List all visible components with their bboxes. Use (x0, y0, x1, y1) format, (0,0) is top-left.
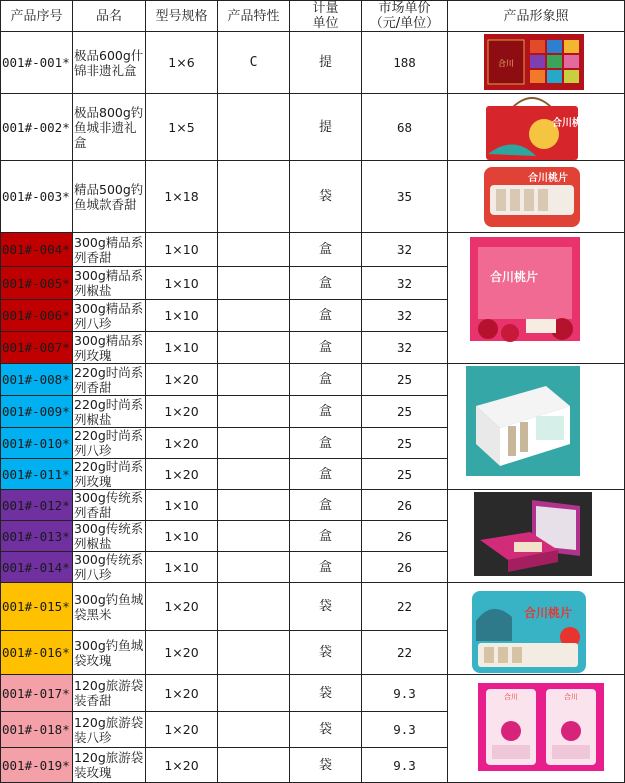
product-id: 001#-004* (1, 233, 73, 267)
product-spec: 1×10 (146, 300, 218, 332)
travel-bag-logo-left: 合川 (504, 693, 518, 701)
product-unit: 袋 (290, 583, 362, 631)
rose-box-title: 合川桃片 (490, 270, 539, 284)
product-spec: 1×5 (146, 94, 218, 161)
product-price: 32 (362, 332, 448, 364)
product-id: 001#-010* (1, 428, 73, 459)
product-id: 001#-012* (1, 490, 73, 521)
fashion-box-photo (466, 366, 580, 476)
product-feature (218, 300, 290, 332)
product-unit: 提 (290, 94, 362, 161)
product-price: 9.3 (362, 748, 448, 783)
product-spec: 1×10 (146, 267, 218, 300)
product-name: 300g传统系列八珍 (73, 552, 146, 583)
product-spec: 1×20 (146, 459, 218, 490)
product-unit: 盒 (290, 490, 362, 521)
product-price: 26 (362, 521, 448, 552)
product-feature (218, 233, 290, 267)
product-name: 220g时尚系列八珍 (73, 428, 146, 459)
product-unit: 提 (290, 32, 362, 94)
table-row[interactable] (1, 490, 625, 521)
table-row[interactable] (1, 233, 625, 267)
product-id: 001#-015* (1, 583, 73, 631)
header-unit: 计量 单位 (290, 1, 362, 32)
product-unit: 盒 (290, 552, 362, 583)
product-photo-cell (448, 161, 625, 233)
product-id: 001#-019* (1, 748, 73, 783)
product-name: 300g传统系列椒盐 (73, 521, 146, 552)
product-spec: 1×20 (146, 428, 218, 459)
product-feature (218, 459, 290, 490)
product-unit: 袋 (290, 675, 362, 712)
product-unit: 袋 (290, 161, 362, 233)
product-name: 300g传统系列香甜 (73, 490, 146, 521)
product-photo-cell (448, 233, 625, 364)
product-price: 22 (362, 583, 448, 631)
product-id: 001#-001* (1, 32, 73, 94)
header-name: 品名 (73, 1, 146, 32)
product-spec: 1×10 (146, 552, 218, 583)
product-name: 极品800g钓鱼城非遗礼盒 (73, 94, 146, 161)
product-spec: 1×18 (146, 161, 218, 233)
product-unit: 盒 (290, 332, 362, 364)
product-unit: 袋 (290, 712, 362, 748)
product-feature (218, 94, 290, 161)
product-id: 001#-007* (1, 332, 73, 364)
product-feature: C (218, 32, 290, 94)
product-unit: 盒 (290, 267, 362, 300)
product-id: 001#-017* (1, 675, 73, 712)
product-unit: 袋 (290, 631, 362, 675)
gift-bag-title: 合川桃片 (552, 118, 592, 129)
product-feature (218, 364, 290, 396)
product-spec: 1×20 (146, 631, 218, 675)
product-unit: 盒 (290, 364, 362, 396)
product-name: 300g精品系列玫瑰 (73, 332, 146, 364)
product-spec: 1×6 (146, 32, 218, 94)
header-spec: 型号规格 (146, 1, 218, 32)
header-photo: 产品形象照 (448, 1, 625, 32)
product-name: 300g钓鱼城袋黑米 (73, 583, 146, 631)
product-spec: 1×20 (146, 396, 218, 428)
product-id: 001#-005* (1, 267, 73, 300)
product-spec: 1×20 (146, 675, 218, 712)
product-name: 220g时尚系列玫瑰 (73, 459, 146, 490)
product-price: 188 (362, 32, 448, 94)
header-feature: 产品特性 (218, 1, 290, 32)
product-name: 极品600g什锦非遗礼盒 (73, 32, 146, 94)
product-price: 25 (362, 428, 448, 459)
product-spec: 1×10 (146, 233, 218, 267)
product-unit: 盒 (290, 459, 362, 490)
product-feature (218, 583, 290, 631)
product-feature (218, 675, 290, 712)
rose-box-photo (470, 237, 580, 341)
product-photo-cell (448, 32, 625, 94)
table-row[interactable] (1, 364, 625, 396)
product-photo-cell (448, 675, 625, 783)
product-feature (218, 748, 290, 783)
product-name: 300g精品系列椒盐 (73, 267, 146, 300)
product-price: 25 (362, 396, 448, 428)
product-photo-cell (448, 583, 625, 675)
product-spec: 1×20 (146, 712, 218, 748)
product-name: 精品500g钓鱼城款香甜 (73, 161, 146, 233)
product-price: 22 (362, 631, 448, 675)
table-row[interactable] (1, 32, 625, 94)
product-price: 25 (362, 459, 448, 490)
product-photo-cell (448, 364, 625, 490)
product-price: 68 (362, 94, 448, 161)
product-unit: 盒 (290, 521, 362, 552)
product-spec: 1×10 (146, 490, 218, 521)
product-unit: 盒 (290, 428, 362, 459)
product-feature (218, 552, 290, 583)
travel-bag-photo (478, 683, 604, 771)
product-feature (218, 396, 290, 428)
product-unit: 盒 (290, 300, 362, 332)
product-spec: 1×20 (146, 583, 218, 631)
product-id: 001#-018* (1, 712, 73, 748)
product-feature (218, 267, 290, 300)
product-photo-cell (448, 94, 625, 161)
header-price: 市场单价 （元/单位） (362, 1, 448, 32)
product-name: 120g旅游袋装香甜 (73, 675, 146, 712)
product-id: 001#-011* (1, 459, 73, 490)
product-id: 001#-009* (1, 396, 73, 428)
gift-bag-photo (484, 94, 592, 162)
product-price: 26 (362, 552, 448, 583)
product-price: 9.3 (362, 675, 448, 712)
product-id: 001#-014* (1, 552, 73, 583)
product-feature (218, 490, 290, 521)
product-feature (218, 332, 290, 364)
product-name: 120g旅游袋装玫瑰 (73, 748, 146, 783)
fishing-city-bag-title: 合川桃片 (524, 606, 573, 620)
product-price: 32 (362, 233, 448, 267)
table-row[interactable] (1, 161, 625, 233)
table-row[interactable] (1, 94, 625, 161)
product-name: 300g精品系列八珍 (73, 300, 146, 332)
product-id: 001#-006* (1, 300, 73, 332)
traditional-box-photo (474, 492, 592, 576)
gift-box-logo: 合川 (498, 59, 514, 68)
product-feature (218, 631, 290, 675)
product-feature (218, 521, 290, 552)
product-id: 001#-008* (1, 364, 73, 396)
product-feature (218, 161, 290, 233)
product-photo-cell (448, 490, 625, 583)
product-unit: 盒 (290, 396, 362, 428)
product-id: 001#-002* (1, 94, 73, 161)
product-price: 26 (362, 490, 448, 521)
product-price: 35 (362, 161, 448, 233)
product-feature (218, 712, 290, 748)
table-row[interactable] (1, 583, 625, 631)
product-price: 25 (362, 364, 448, 396)
product-price: 32 (362, 300, 448, 332)
snack-bag-title: 合川桃片 (528, 173, 568, 184)
product-unit: 袋 (290, 748, 362, 783)
product-name: 120g旅游袋装八珍 (73, 712, 146, 748)
product-spec: 1×10 (146, 521, 218, 552)
product-name: 220g时尚系列香甜 (73, 364, 146, 396)
product-unit: 盒 (290, 233, 362, 267)
product-id: 001#-003* (1, 161, 73, 233)
product-name: 300g钓鱼城袋玫瑰 (73, 631, 146, 675)
product-id: 001#-013* (1, 521, 73, 552)
header-row (1, 1, 625, 32)
product-name: 220g时尚系列椒盐 (73, 396, 146, 428)
travel-bag-logo-right: 合川 (564, 693, 578, 701)
fishing-city-bag-photo (472, 591, 586, 673)
gift-box-photo (484, 34, 584, 90)
table-row[interactable] (1, 675, 625, 712)
product-spec: 1×20 (146, 748, 218, 783)
product-spec: 1×20 (146, 364, 218, 396)
snack-bag-photo (484, 165, 580, 229)
product-spec: 1×10 (146, 332, 218, 364)
product-name: 300g精品系列香甜 (73, 233, 146, 267)
product-price: 32 (362, 267, 448, 300)
header-id: 产品序号 (1, 1, 73, 32)
product-price: 9.3 (362, 712, 448, 748)
product-id: 001#-016* (1, 631, 73, 675)
product-feature (218, 428, 290, 459)
